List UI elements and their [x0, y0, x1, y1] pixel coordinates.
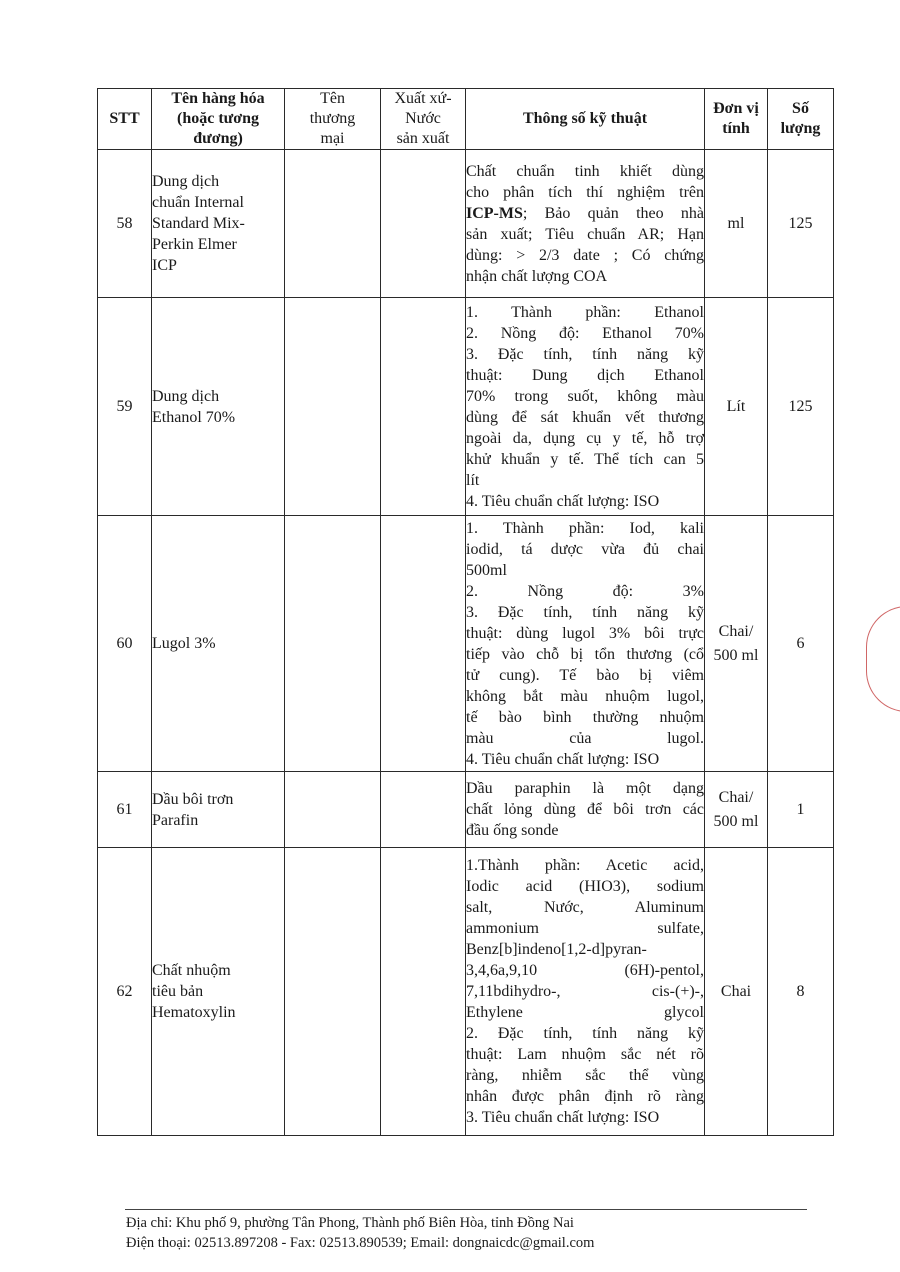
cell-specification: [466, 516, 705, 772]
cell-quantity: 8: [768, 848, 834, 1136]
cell-quantity: 1: [768, 772, 834, 848]
spec-line: thuật: dùng lugol 3% bôi trực: [466, 624, 704, 642]
spec-line: màu của lugol.: [466, 729, 704, 747]
cell-item-name: Chất nhuộm tiêu bản Hematoxylin: [152, 848, 285, 1136]
spec-line: 70% trong suốt, không màu: [466, 387, 704, 405]
header-item-name: Tên hàng hóa (hoặc tương đương): [152, 89, 285, 150]
spec-line: iodid, tá dược vừa đủ chai: [466, 540, 704, 558]
spec-line: ICP-MS; Bảo quản theo nhà: [466, 204, 704, 222]
cell-trade-name: [285, 848, 381, 1136]
spec-line: salt, Nước, Aluminum: [466, 899, 704, 916]
cell-item-name: Dung dịch chuẩn Internal Standard Mix- Perkin Elmer ICP: [152, 150, 285, 298]
header-specification: Thông số kỹ thuật: [466, 89, 705, 150]
cell-item-name: Dầu bôi trơn Parafin: [152, 772, 285, 848]
cell-stt: 62: [98, 848, 152, 1136]
spec-line: 3,4,6a,9,10 (6H)-pentol,: [466, 962, 704, 979]
spec-line: không bắt màu nhuộm lugol,: [466, 687, 704, 705]
spec-line: ammonium sulfate,: [466, 920, 704, 937]
header-stt: STT: [98, 89, 152, 150]
spec-line: 7,11bdihydro-, cis-(+)-,: [466, 983, 704, 1000]
table-header-row: [98, 89, 834, 150]
cell-stt: 58: [98, 150, 152, 298]
spec-line: chất lỏng dùng để bôi trơn các: [466, 801, 704, 818]
footer-contact: Điện thoại: 02513.897208 - Fax: 02513.890539; Email: dongnaicdc@gmail.com: [126, 1235, 595, 1251]
spec-line: thuật: Dung dịch Ethanol: [466, 366, 704, 384]
spec-line: sản xuất; Tiêu chuẩn AR; Hạn: [466, 225, 704, 243]
spec-line: thuật: Lam nhuộm sắc nét rõ: [466, 1046, 704, 1063]
cell-unit: Chai: [705, 848, 768, 1136]
header-unit: Đơn vị tính: [705, 89, 768, 150]
cell-trade-name: [285, 772, 381, 848]
cell-specification: [466, 772, 705, 848]
table-row: [98, 848, 834, 1136]
spec-line: Iodic acid (HIO3), sodium: [466, 878, 704, 895]
header-quantity: Số lượng: [768, 89, 834, 150]
spec-line: khử khuẩn y tế. Thể tích can 5: [466, 450, 704, 468]
cell-stt: 61: [98, 772, 152, 848]
spec-line: Benz[b]indeno[1,2-d]pyran-: [466, 941, 647, 958]
table-row: [98, 772, 834, 848]
spec-line: tế bào bình thường nhuộm: [466, 708, 704, 726]
spec-line: 1. Thành phần: Ethanol: [466, 303, 704, 321]
cell-trade-name: [285, 516, 381, 772]
spec-line: tử cung). Tế bào bị viêm: [466, 666, 704, 684]
spec-line: Chất chuẩn tinh khiết dùng: [466, 162, 704, 180]
spec-line: dùng: > 2/3 date ; Có chứng: [466, 246, 704, 264]
cell-trade-name: [285, 150, 381, 298]
table-row: [98, 298, 834, 516]
cell-unit: Chai/ 500 ml: [705, 772, 768, 848]
cell-item-name: Dung dịch Ethanol 70%: [152, 298, 285, 516]
spec-line: ngoài da, dụng cụ y tế, hỗ trợ: [466, 429, 704, 447]
spec-line: 3. Đặc tính, tính năng kỹ: [466, 603, 704, 621]
page-footer: [126, 1213, 594, 1253]
cell-unit: Chai/ 500 ml: [705, 516, 768, 772]
cell-origin: [381, 150, 466, 298]
spec-line: nhận chất lượng COA: [466, 267, 608, 285]
cell-quantity: 125: [768, 150, 834, 298]
footer-divider: [125, 1209, 807, 1210]
spec-line: lít: [466, 471, 480, 489]
cell-specification: [466, 848, 705, 1136]
cell-specification: [466, 150, 705, 298]
spec-line: 3. Tiêu chuẩn chất lượng: ISO: [466, 1109, 660, 1126]
spec-line: ràng, nhiễm sắc thể vùng: [466, 1067, 704, 1084]
cell-origin: [381, 516, 466, 772]
cell-origin: [381, 848, 466, 1136]
table-row: [98, 150, 834, 298]
cell-specification: [466, 298, 705, 516]
cell-origin: [381, 772, 466, 848]
spec-line: Dầu paraphin là một dạng: [466, 780, 704, 797]
spec-line: 4. Tiêu chuẩn chất lượng: ISO: [466, 750, 660, 768]
spec-line: 2. Nồng độ: Ethanol 70%: [466, 324, 704, 342]
specification-table: [97, 88, 834, 1136]
spec-line: đầu ống sonde: [466, 822, 559, 839]
cell-unit: Lít: [705, 298, 768, 516]
spec-line: nhân được phân định rõ ràng: [466, 1088, 704, 1105]
cell-trade-name: [285, 298, 381, 516]
spec-line: 1. Thành phần: Iod, kali: [466, 519, 704, 537]
spec-line: tiếp vào chỗ bị tổn thương (cổ: [466, 645, 704, 663]
cell-item-name: Lugol 3%: [152, 516, 285, 772]
footer-address: Địa chỉ: Khu phố 9, phường Tân Phong, Thành phố Biên Hòa, tỉnh Đồng Nai: [126, 1215, 574, 1231]
cell-quantity: 6: [768, 516, 834, 772]
spec-line: dùng để sát khuẩn vết thương: [466, 408, 704, 426]
cell-unit: ml: [705, 150, 768, 298]
spec-line: 2. Đặc tính, tính năng kỹ: [466, 1025, 704, 1042]
cell-stt: 60: [98, 516, 152, 772]
spec-line: 3. Đặc tính, tính năng kỹ: [466, 345, 704, 363]
spec-line: 1.Thành phần: Acetic acid,: [466, 857, 704, 874]
spec-line: cho phân tích thí nghiệm trên: [466, 183, 704, 201]
table-row: [98, 516, 834, 772]
spec-line: 2. Nồng độ: 3%: [466, 582, 704, 600]
header-origin: Xuất xứ- Nước sản xuất: [381, 89, 466, 150]
cell-origin: [381, 298, 466, 516]
spec-line: 4. Tiêu chuẩn chất lượng: ISO: [466, 492, 660, 510]
cell-stt: 59: [98, 298, 152, 516]
cell-quantity: 125: [768, 298, 834, 516]
header-trade-name: Tên thương mại: [285, 89, 381, 150]
spec-line: 500ml: [466, 561, 507, 579]
spec-line: Ethylene glycol: [466, 1004, 704, 1021]
red-stamp-fragment: [866, 606, 900, 712]
